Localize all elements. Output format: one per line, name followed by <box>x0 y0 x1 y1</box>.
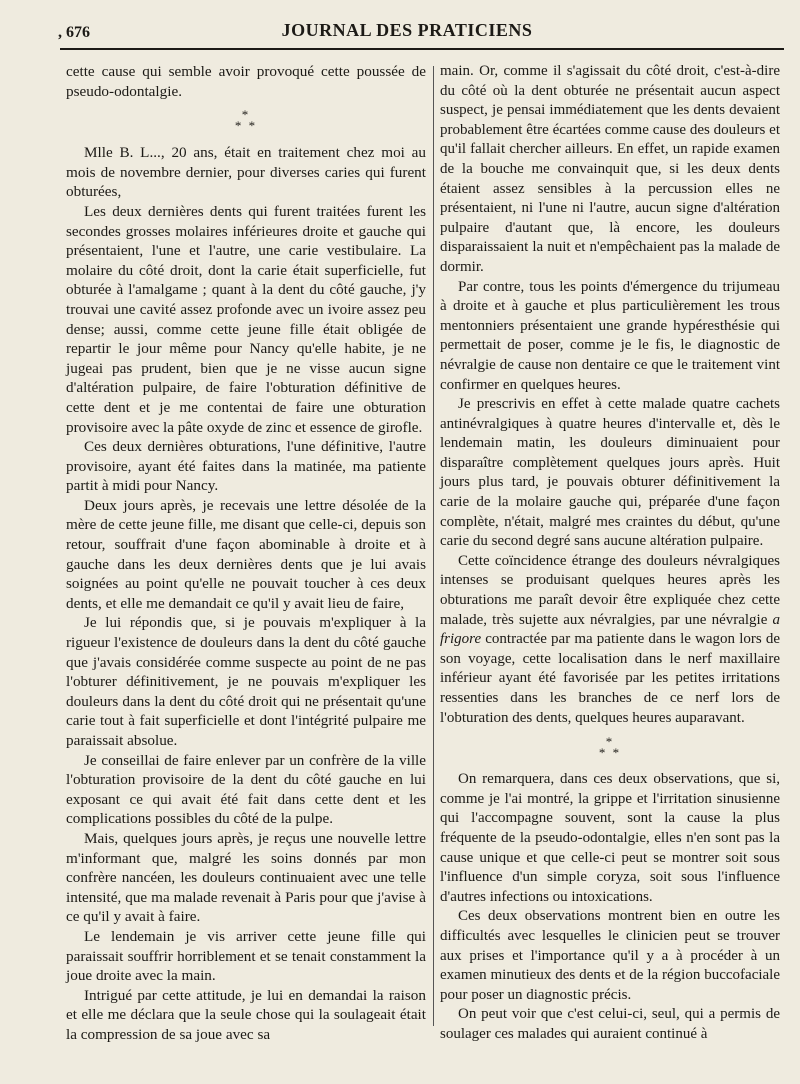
paragraph: Ces deux dernières obturations, l'une définitive, l'autre provisoire, ayant été faites dans la matinée, ma patiente partit à midi pour Nancy. <box>66 438 426 495</box>
paragraph: Les deux dernières dents qui furent traitées furent les secondes grosses molaires inférieures droite et gauche qui présentaient, l'une et l'autre, une carie vestibulaire. La molaire du côté droit, dont la carie était superficielle, fut obturée à l'amalgame ; quant à la dent du côté gauche, j'y trouvai une cavité assez profonde avec un ivoire assez peu dense; aussi, comme cette jeune fille était obligée de repartir le jour même pour Nancy qu'elle habite, je ne jugeai pas prudent, bien que je ne visse aucun signe d'altération pulpaire, de faire l'obturation définitive de cette dent et je me contentai de faire une obturation provisoire avec la pâte oxyde de zinc et essence de girofle. <box>66 202 426 436</box>
paragraph: Par contre, tous les points d'émergence du trijumeau à droite et à gauche et plus particulièrement les trous mentonniers présentaient une grande hypéresthésie qui permettait de poser, comme je le fis, le diagnostic de névralgie de cause non dentaire ce que le traitement vint confirmer en quelques heures. <box>440 278 780 393</box>
paragraph: Intrigué par cette attitude, je lui en demandai la raison et elle me déclara que la seule chose qui la soulageait était la compression de sa joue avec sa <box>66 986 426 1043</box>
paragraph <box>440 552 780 728</box>
header-rule <box>60 48 784 50</box>
text-run: contractée par ma patiente dans le wagon lors de son voyage, cette localisation dans le nerf maxillaire inférieur ayant été favorisée par les petites irritations ressenties dans les branches de ce nerf lors de l'obturation des dents, quelques heures auparavant. <box>440 631 780 726</box>
paragraph: Je prescrivis en effet à cette malade quatre cachets antinévralgiques à quatre heures d'intervalle et, dès le lendemain matin, les douleurs diminuaient pour disparaître complètement quelques jours après. Huit jours plus tard, je pouvais obturer définitivement la carie de la molaire gauche qui, préparée d'une façon complète, n'était, malgré mes craintes du début, qu'une carie du second degré sans aucune altération pulpaire. <box>440 396 780 550</box>
paragraph: Je lui répondis que, si je pouvais m'expliquer à la rigueur l'existence de douleurs dans la dent du côté gauche que j'avais considérée comme suspecte au point de ne pas l'obturer définitivement, je ne pouvais m'expliquer les douleurs dans la dent du côté droit qui ne présentait qu'une carie tout à fait superficielle et dont l'intégrité pulpaire me paraissait absolue. <box>66 614 426 749</box>
asterism-bottom: * * <box>598 745 622 761</box>
italic-term: a frigore <box>440 611 780 648</box>
asterism-top: * <box>605 734 615 750</box>
paragraph: Deux jours après, je recevais une lettre désolée de la mère de cette jeune fille, me disant que celle-ci, depuis son retour, souffrait d'une façon abominable à droite et à gauche dans les deux dernières dents que je lui avais soignées au point qu'elle ne pouvait toucher à ces deux dents, et elle me demandait ce qu'il y avait lieu de faire, <box>66 496 426 612</box>
paragraph: Le lendemain je vis arriver cette jeune fille qui paraissait souffrir horriblement et se tenait constamment la joue droite avec la main. <box>66 927 426 985</box>
page-header <box>40 16 774 46</box>
page-number: , 676 <box>58 24 90 41</box>
column-divider <box>433 66 434 1026</box>
paragraph: cette cause qui semble avoir provoqué cette poussée de pseudo-odontalgie. <box>66 63 426 100</box>
asterism-separator <box>440 734 780 761</box>
paragraph: Je conseillai de faire enlever par un confrère de la ville l'obturation provisoire de la dent du côté gauche en lui exposant ce qui avait été fait dans cette dent et les complications possibles du côté de la pulpe. <box>66 751 426 828</box>
journal-title: JOURNAL DES PRATICIENS <box>281 20 533 40</box>
right-column <box>440 62 780 1045</box>
paragraph: main. Or, comme il s'agissait du côté droit, c'est-à-dire du côté où la dent obturée ne présentait aucun aspect suspect, je pensai immédiatement que les dents devaient probablement être écartées comme cause des douleurs et qu'il fallait chercher ailleurs. En effet, un rapide examen de la bouche me convainquit que, si les deux dents étaient assez sensibles à la percussion elles ne présentaient, ni l'une ni l'autre, aucun signe d'altération pulpaire d'autant que, là encore, les douleurs disparaissaient la nuit et n'empêchaient pas la malade de dormir. <box>440 63 780 275</box>
text-run: Cette coïncidence étrange des douleurs névralgiques intenses se produisant quelques heures après les obturations me paraît devoir être expliquée chez cette malade, très sujette aux névralgies, par une névralgie <box>440 552 780 628</box>
asterism-top: * <box>241 107 251 123</box>
left-column <box>66 62 426 1045</box>
asterism-bottom: * * <box>234 118 258 134</box>
paragraph: Mlle B. L..., 20 ans, était en traitement chez moi au mois de novembre dernier, pour diverses caries qui furent obturées, <box>66 144 426 201</box>
paragraph: On remarquera, dans ces deux observations, que si, comme je l'ai montré, la grippe et l'irritation sinusienne qui l'accompagne souvent, sont la cause la plus fréquente de la pseudo-odontalgie, elles n'en sont pas la cause unique et que celle-ci peut se montrer soit sous l'influence d'un simple coryza, soit sous l'influence d'autres infections ou intoxications. <box>440 771 780 905</box>
paragraph: On peut voir que c'est celui-ci, seul, qui a permis de soulager ces malades qui auraient continué à <box>440 1006 780 1042</box>
asterism-separator <box>66 107 426 134</box>
paragraph: Ces deux observations montrent bien en outre les difficultés avec lesquelles le clinicien peut se trouver aux prises et l'importance qu'il y a à procéder à un examen minutieux des dents et de la région buccofaciale pour poser un diagnostic précis. <box>440 908 780 1003</box>
paragraph: Mais, quelques jours après, je reçus une nouvelle lettre m'informant que, malgré les soins donnés par mon confrère nancéen, les douleurs continuaient avec une telle intensité, que ma malade revenait à Paris pour que j'avise à ce qu'il y avait à faire. <box>66 829 426 926</box>
